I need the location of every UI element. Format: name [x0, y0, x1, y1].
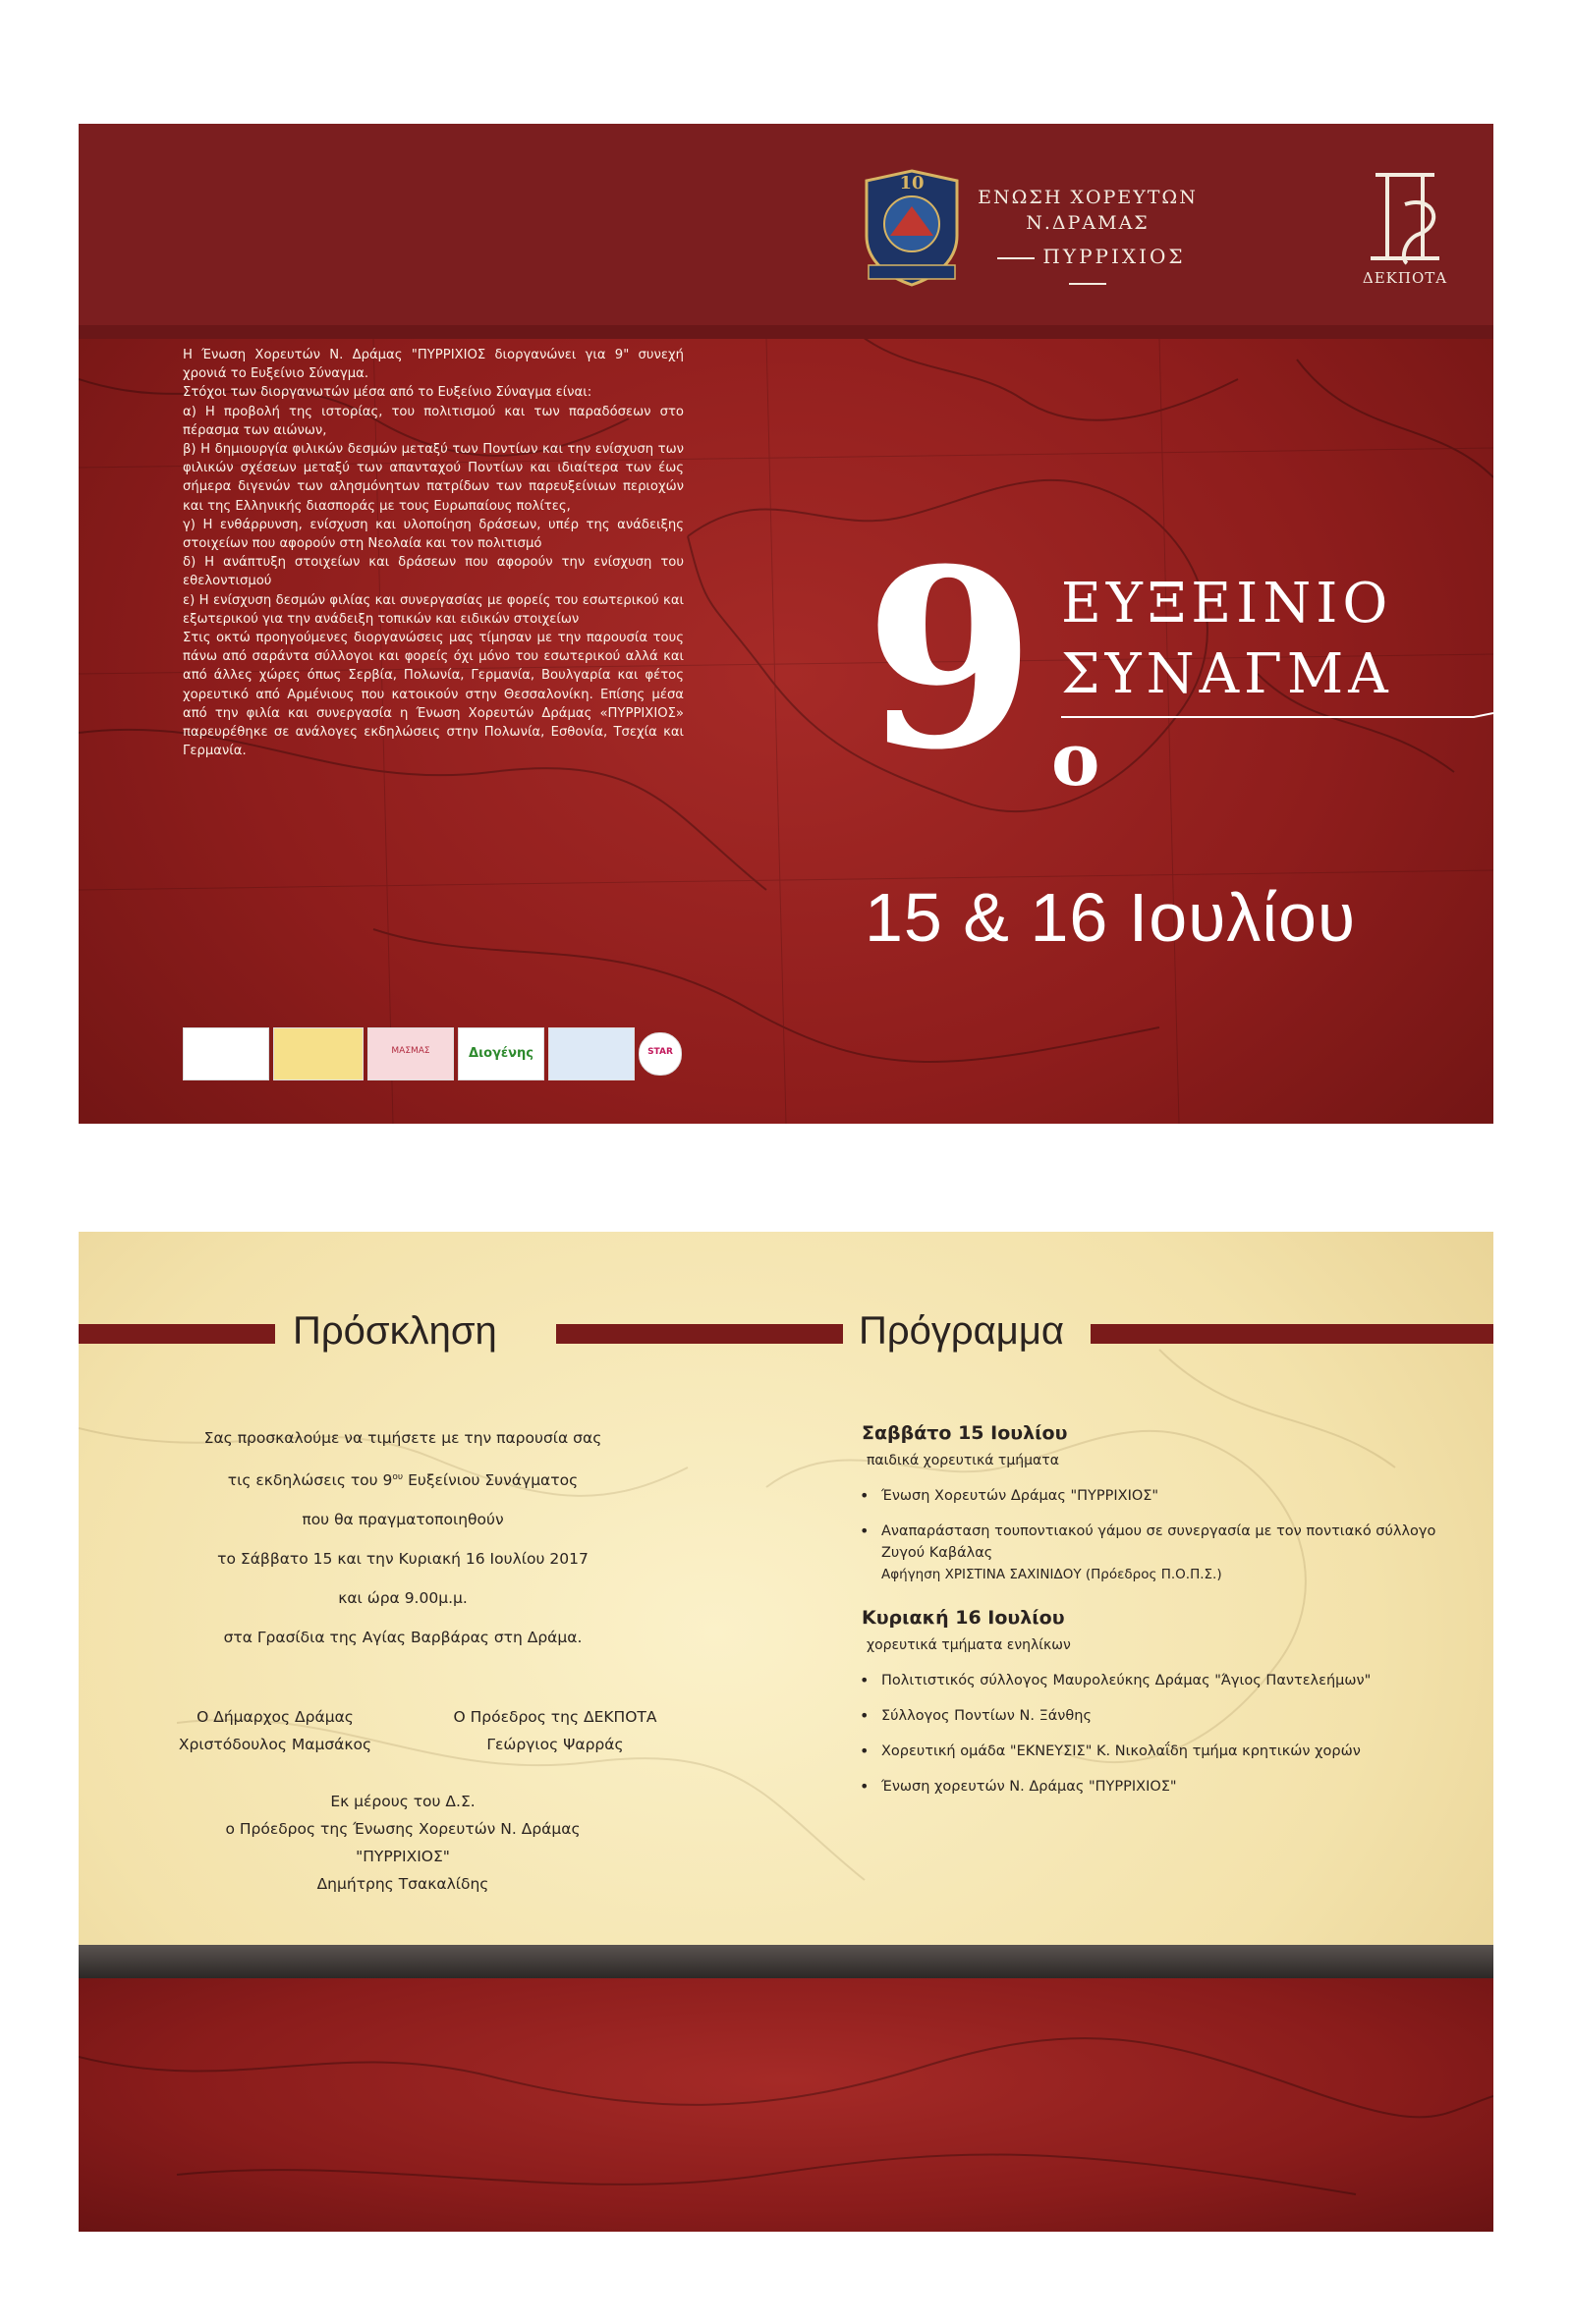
section-bar: [79, 1324, 275, 1344]
programme: [862, 1418, 1451, 1811]
dark-band: [79, 1945, 1493, 1978]
sponsor-logo: Διογένης: [458, 1027, 544, 1080]
dekpota-president-signature: [442, 1703, 668, 1758]
intro-paragraph: Η Ένωση Χορευτών Ν. Δράμας "ΠΥΡΡΙΧΙΟΣ διοργανώνει για 9" συνεχή χρονιά το Ευξείνιο Σύναγμα.: [183, 348, 684, 382]
intro-paragraph: Στόχοι των διοργανωτών μέσα από το Ευξείνιο Σύναγμα είναι:: [183, 385, 592, 401]
day2-subtitle: χορευτικά τμήματα ενηλίκων: [867, 1637, 1071, 1653]
programme-item: • Πολιτιστικός σύλλογος Μαυρολεύκης Δράμας "Άγιος Παντελεήμων": [862, 1670, 1451, 1691]
sponsor-logo: [183, 1027, 269, 1080]
programme-item: • Σύλλογος Ποντίων Ν. Ξάνθης: [862, 1705, 1451, 1727]
title-line-euxeinio: ΕΥΞΕΙΝΙΟ: [1061, 572, 1393, 636]
programme-item: • Χορευτική ομάδα "ΕΚΝΕΥΣΙΣ" Κ. Νικολαΐδη τμήμα κρητικών χορών: [862, 1741, 1451, 1762]
map-background: [79, 1978, 1493, 2232]
board-line: Εκ μέρους του Δ.Σ.: [330, 1793, 476, 1810]
svg-text:10: 10: [899, 173, 925, 194]
section-bar: [556, 1324, 843, 1344]
sponsor-logo: [273, 1027, 364, 1080]
invitation-text: [196, 1418, 609, 1657]
board-signature: [196, 1788, 609, 1898]
intro-paragraph: ε) Η ενίσχυση δεσμών φιλίας και συνεργασίας με φορείς του εσωτερικού και εξωτερικού για την ανάδειξη τοπικών και ειδικών στοιχείων: [183, 592, 684, 627]
sponsor-logo: ΜΑΣΜΑΣ: [367, 1027, 454, 1080]
programme-item: • Ένωση χορευτών Ν. Δράμας "ΠΥΡΡΙΧΙΟΣ": [862, 1776, 1451, 1798]
invitation-line: στα Γρασίδια της Αγίας Βαρβάρας στη Δράμα.: [223, 1629, 583, 1647]
anniversary-crest-icon: [851, 167, 973, 289]
cover-header-strip: [79, 325, 1493, 339]
invitation-line: το Σάββατο 15 και την Κυριακή 16 Ιουλίου 2017: [217, 1550, 589, 1569]
day1-subtitle: παιδικά χορευτικά τμήματα: [867, 1453, 1059, 1468]
sponsor-logo: [548, 1027, 635, 1080]
intro-paragraph: Στις οκτώ προηγούμενες διοργανώσεις μας τίμησαν με την παρουσία τους πάνω από σαράντα σύλλογοι και φορείς όχι μόνο του εσωτερικού αλλά και από άλλες χώρες όπως Σερβία, Πολωνία, Γερμανία, Βουλγαρία και φέτος χορευτικό από Αρμένιους που κατοικούν στην Θεσσαλονίκη. Επίσης μέσα από την φιλία και συνεργασία η Ένωση Χορευτών Δράμας «ΠΥΡΡΙΧΙΟΣ» παρευρέθηκε σε ανάλογες εκδηλώσεις στην Πολωνία, Εσθονία, Τσεχία και Γερμανία.: [183, 631, 684, 759]
union-name: [975, 185, 1201, 295]
dekpota-president-name: Γεώργιος Ψαρράς: [486, 1736, 624, 1753]
cover-panel: [79, 124, 1493, 1124]
programme-title: Πρόγραμμα: [859, 1309, 1064, 1353]
union-name-line2: Ν.ΔΡΑΜΑΣ: [1026, 212, 1150, 234]
invitation-line: τις εκδηλώσεις του $9^{o\upsilon}$ Ευξείνιου Συνάγματος: [227, 1471, 579, 1490]
board-line: ο Πρόεδρος της Ένωσης Χορευτών Ν. Δράμας "ΠΥΡΡΙΧΙΟΣ": [225, 1820, 581, 1865]
bottom-red-panel: [79, 1978, 1493, 2232]
invitation-line: Σας προσκαλούμε να τιμήσετε με την παρουσία σας: [203, 1429, 602, 1447]
programme-item-note: Αφήγηση ΧΡΙΣΤΙΝΑ ΣΑΧΙΝΙΔΟΥ (Πρόεδρος Π.Ο.Π.Σ.): [881, 1567, 1222, 1582]
sponsor-logo: STAR: [639, 1032, 682, 1076]
intro-paragraph: β) Η δημιουργία φιλικών δεσμών μεταξύ των Ποντίων και την ενίσχυση των φιλικών σχέσεων μεταξύ των απανταχού Ποντίων και ιδιαίτερα των έως σήμερα διγενών των αλησμόνητων πατρίδων των παρευξείνιων περιοχών και της Ελληνικής διασποράς με τους Ευρωπαίους πολίτες,: [183, 442, 684, 514]
mayor-title: Ο Δήμαρχος Δράμας: [196, 1708, 354, 1726]
mayor-signature: [177, 1703, 373, 1758]
section-bar: [1091, 1324, 1493, 1344]
board-president-name: Δημήτρης Τσακαλίδης: [316, 1875, 489, 1893]
cover-header: [79, 124, 1493, 325]
programme-item-text: Αναπαράσταση τουποντιακού γάμου σε συνεργασία με τον ποντιακό σύλλογο Ζυγού Καβάλας: [881, 1523, 1436, 1561]
event-dates: 15 & 16 Ιουλίου: [865, 879, 1357, 956]
invitation-title: Πρόσκληση: [293, 1309, 497, 1353]
dekpota-president-title: Ο Πρόεδρος της ΔΕΚΠΟΤΑ: [453, 1708, 657, 1726]
programme-item: [862, 1521, 1451, 1585]
day2-title: Κυριακή 16 Ιουλίου: [862, 1607, 1065, 1629]
title-underline: [1061, 711, 1493, 723]
invitation-line: που θα πραγματοποιηθούν: [302, 1511, 504, 1529]
invitation-line: και ώρα 9.00μ.μ.: [338, 1589, 468, 1608]
programme-item: • Ένωση Χορευτών Δράμας "ΠΥΡΡΙΧΙΟΣ": [862, 1485, 1451, 1507]
intro-paragraph: α) Η προβολή της ιστορίας, του πολιτισμού και των παραδόσεων στο πέρασμα των αιώνων,: [183, 404, 684, 438]
intro-paragraph: γ) Η ενθάρρυνση, ενίσχυση και υλοποίηση δράσεων, υπέρ της ανάδειξης στοιχείων που αφορούν στη Νεολαία και τον πολιτισμό: [183, 517, 684, 552]
day1-title: Σαββάτο 15 Ιουλίου: [862, 1422, 1068, 1444]
edition-suffix: ο: [1051, 718, 1100, 802]
intro-text: [183, 346, 684, 760]
title-line-synagma: ΣΥΝΑΓΜΑ: [1061, 642, 1393, 706]
mayor-name: Χριστόδουλος Μαμσάκος: [178, 1736, 372, 1753]
edition-number: 9: [865, 515, 1036, 803]
union-brand: ΠΥΡΡΙΧΙΟΣ: [975, 244, 1201, 295]
inside-panel: [79, 1232, 1493, 2232]
intro-paragraph: δ) Η ανάπτυξη στοιχείων και δράσεων που αφορούν την ενίσχυση του εθελοντισμού: [183, 555, 684, 589]
union-name-line1: ΕΝΩΣΗ ΧΟΡΕΥΤΩΝ: [978, 187, 1198, 208]
dekpota-label: ΔΕΚΠΟΤΑ: [1362, 269, 1448, 287]
